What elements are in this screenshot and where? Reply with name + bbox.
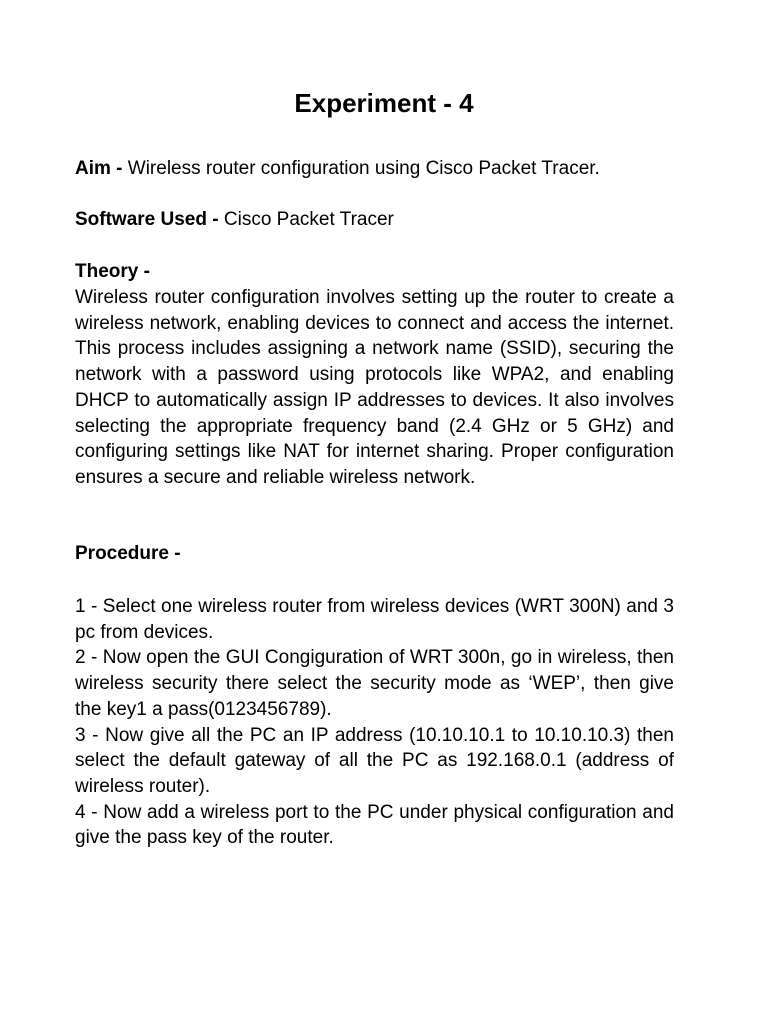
software-text: Cisco Packet Tracer xyxy=(223,209,394,230)
procedure-heading: Procedure - xyxy=(75,543,181,564)
procedure-steps xyxy=(75,594,674,851)
aim-section xyxy=(75,156,674,182)
procedure-step: 1 - Select one wireless router from wireless devices (WRT 300N) and 3 pc from devices. xyxy=(75,596,674,643)
procedure-step: 2 - Now open the GUI Congiguration of WRT 300n, go in wireless, then wireless security there select the security mode as ‘WEP’, then give the key1 a pass(0123456789). xyxy=(75,647,674,720)
software-section xyxy=(75,207,674,233)
software-label: Software Used - xyxy=(75,209,224,230)
procedure-step: 3 - Now give all the PC an IP address (10.10.10.1 to 10.10.10.3) then select the default gateway of all the PC as 192.168.0.1 (address of wireless router). xyxy=(75,724,674,797)
aim-text: Wireless router configuration using Cisco Packet Tracer. xyxy=(127,158,600,179)
theory-heading: Theory - xyxy=(75,261,150,282)
theory-body: Wireless router configuration involves setting up the router to create a wireless network, enabling devices to connect and access the internet. This process includes assigning a network name (SSID), securing the network with a password using protocols like WPA2, and enabling DHCP to automatically assign IP addresses to devices. It also involves selecting the appropriate frequency band (2.4 GHz or 5 GHz) and configuring settings like NAT for internet sharing. Proper configuration ensures a secure and reliable wireless network. xyxy=(75,287,674,488)
aim-label: Aim - xyxy=(75,158,128,179)
document-title: Experiment - 4 xyxy=(294,88,474,118)
procedure-step: 4 - Now add a wireless port to the PC under physical configuration and give the pass key of the router. xyxy=(75,801,674,849)
